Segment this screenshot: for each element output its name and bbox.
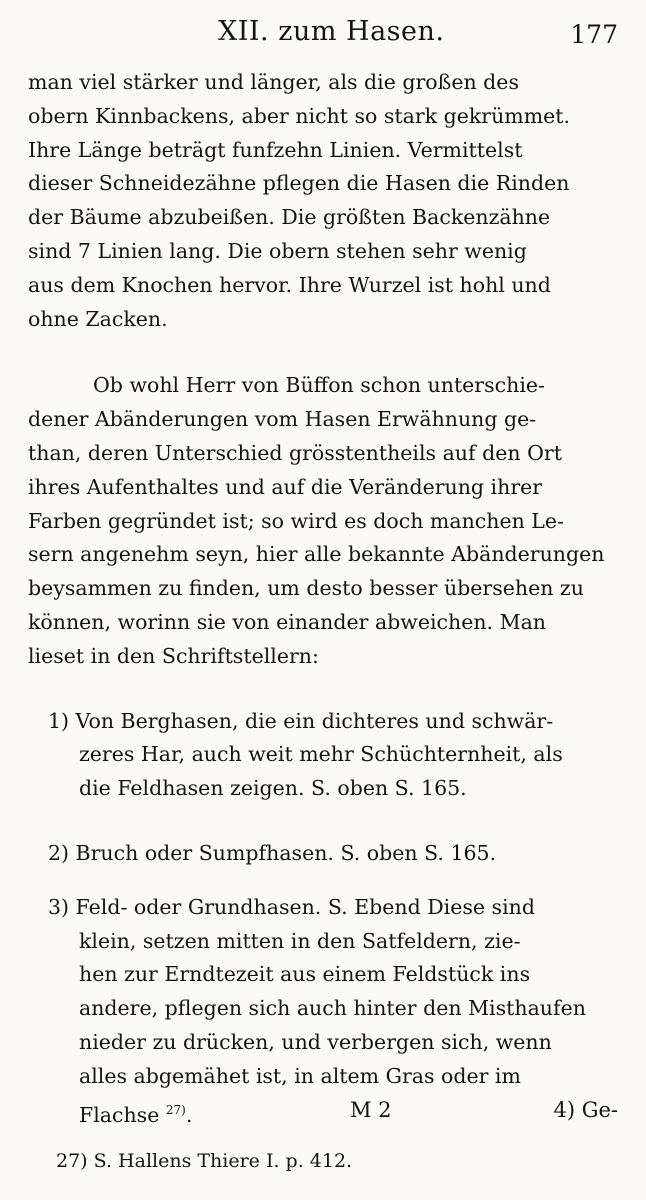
running-header bbox=[0, 12, 646, 56]
text-line: aus dem Knochen hervor. Ihre Wurzel ist hohl und bbox=[28, 272, 551, 297]
text-line: man viel stärker und länger, als die großen des bbox=[28, 70, 519, 94]
text-line: than, deren Unterschied grösstentheils auf den Ort bbox=[28, 440, 562, 465]
text-line: können, worinn sie von einander abweichen. Man bbox=[28, 609, 547, 634]
text-line: lieset in den Schriftstellern: bbox=[28, 643, 319, 668]
paragraph-1 bbox=[28, 66, 620, 336]
list-item-2 bbox=[28, 837, 620, 871]
text-line: zeres Har, auch weit mehr Schüchternheit, als bbox=[79, 742, 563, 767]
page-number: 177 bbox=[570, 20, 618, 49]
text-line: 1) Von Berghasen, die ein dichteres und schwär- bbox=[48, 708, 554, 733]
text-line: klein, setzen mitten in den Satfeldern, zie- bbox=[79, 928, 521, 953]
text-line: sern angenehm seyn, hier alle bekannte Abänderungen bbox=[28, 542, 605, 567]
signature-mark: M 2 bbox=[350, 1098, 392, 1122]
text-line: alles abgemähet ist, in altem Gras oder im bbox=[79, 1063, 521, 1088]
list-item-1 bbox=[28, 705, 620, 806]
catchword: 4) Ge- bbox=[553, 1098, 618, 1122]
footnote-reference: 27) bbox=[165, 1102, 186, 1117]
text-line: Ihre Länge beträgt funfzehn Linien. Vermittelst bbox=[28, 137, 523, 162]
text-line: andere, pflegen sich auch hinter den Misthaufen bbox=[79, 996, 586, 1021]
text-line: 3) Feld- oder Grundhasen. S. Ebend Diese sind bbox=[48, 894, 535, 919]
text-line: dener Abänderungen vom Hasen Erwähnung ge- bbox=[28, 407, 537, 432]
text-fragment: . bbox=[185, 1102, 193, 1127]
text-line: der Bäume abzubeißen. Die größten Backenzähne bbox=[28, 205, 551, 230]
chapter-title: XII. zum Hasen. bbox=[218, 16, 445, 47]
list-item-3 bbox=[28, 891, 620, 1128]
paragraph-2 bbox=[28, 369, 620, 673]
text-line: die Feldhasen zeigen. S. oben S. 165. bbox=[79, 776, 467, 801]
text-line: Farben gegründet ist; so wird es doch manchen Le- bbox=[28, 508, 564, 533]
text-line: nieder zu drücken, und verbergen sich, wenn bbox=[79, 1029, 552, 1054]
text-line: Ob wohl Herr von Büffon schon unterschie- bbox=[93, 373, 545, 398]
text-line: sind 7 Linien lang. Die obern stehen sehr wenig bbox=[28, 238, 527, 263]
footnote: 27) S. Hallens Thiere I. p. 412. bbox=[56, 1150, 353, 1172]
text-fragment: Flachse bbox=[79, 1102, 160, 1127]
text-line: beysammen zu finden, um desto besser übersehen zu bbox=[28, 576, 584, 601]
text-line: hen zur Erndtezeit aus einem Feldstück ins bbox=[79, 962, 531, 987]
text-line: 2) Bruch oder Sumpfhasen. S. oben S. 165. bbox=[48, 840, 497, 865]
text-line: ihres Aufenthaltes und auf die Veränderung ihrer bbox=[28, 474, 543, 499]
text-line: obern Kinnbackens, aber nicht so stark gekrümmet. bbox=[28, 103, 571, 128]
text-line: ohne Zacken. bbox=[28, 306, 168, 331]
text-line: dieser Schneidezähne pflegen die Hasen die Rinden bbox=[28, 171, 570, 196]
signature-row bbox=[0, 1098, 646, 1132]
body-text bbox=[28, 66, 620, 1127]
